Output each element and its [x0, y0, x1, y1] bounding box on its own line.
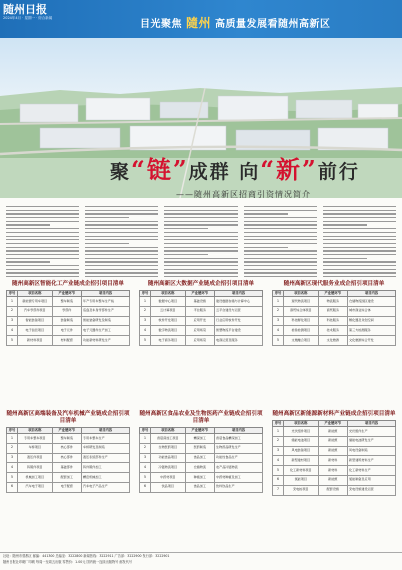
table-row: [140, 306, 263, 316]
column-header: 项目内容: [348, 421, 396, 427]
table-cell: 铸锻件项目: [18, 463, 52, 473]
column-header: 产业链环节: [318, 291, 348, 297]
table-row: [273, 297, 396, 307]
column-header: 序号: [140, 291, 151, 297]
table-cell: 香菇深加工项目: [151, 434, 185, 444]
headline-part-1: 聚: [110, 161, 132, 183]
table-cell: 农产品冷链物流: [215, 463, 263, 473]
list-title: 随州高新区新能源新材料产业链成企招引项目清单: [272, 411, 396, 417]
table-cell: 功能新材料研发生产: [82, 336, 130, 346]
column-header: 序号: [7, 428, 18, 434]
table-cell: 智慧物流平台建设: [215, 326, 263, 336]
column-header: 项目名称: [18, 291, 52, 297]
table-cell: 零部件: [52, 306, 82, 316]
table-cell: 新型建筑材料生产: [348, 456, 396, 466]
table-cell: 物流服务: [318, 297, 348, 307]
table-row: [140, 482, 263, 492]
table-row: [7, 482, 130, 492]
table-cell: 孵化器及众创空间: [348, 316, 396, 326]
table-cell: 数据中心项目: [151, 297, 185, 307]
project-list: [6, 281, 130, 346]
project-table: [272, 290, 396, 346]
table-row: [140, 443, 263, 453]
table-cell: 中药材种植及加工: [215, 473, 263, 483]
masthead-header: [0, 0, 402, 38]
column-header: 项目内容: [82, 428, 130, 434]
column-header: 序号: [140, 428, 151, 434]
column-header: 项目内容: [215, 291, 263, 297]
table-cell: 液压系统部件生产: [82, 453, 130, 463]
table-cell: 文化旅游: [318, 336, 348, 346]
table-row: [273, 436, 396, 446]
table-cell: 核心部件: [52, 443, 82, 453]
table-row: [273, 336, 396, 346]
table-cell: 4: [140, 326, 151, 336]
table-cell: 云计算项目: [151, 306, 185, 316]
column-header: 项目内容: [348, 291, 396, 297]
column-header: 产业链环节: [52, 428, 82, 434]
table-row: [273, 316, 396, 326]
table-cell: 配套设施: [318, 485, 348, 495]
table-cell: 装备制造: [52, 316, 82, 326]
table-cell: 5: [273, 336, 284, 346]
table-cell: 光伏组件项目: [284, 427, 318, 437]
table-row: [7, 443, 130, 453]
table-cell: 第三方检测服务: [348, 326, 396, 336]
table-row: [140, 326, 263, 336]
column-header: 项目名称: [18, 428, 52, 434]
column-header: 产业链环节: [52, 291, 82, 297]
hero-aerial-photo: [0, 38, 402, 198]
table-row: [7, 463, 130, 473]
table-cell: 专用车整车生产: [82, 434, 130, 444]
column-header: 项目名称: [284, 291, 318, 297]
table-cell: 储能电池项目: [284, 436, 318, 446]
table-cell: 电子元件: [52, 326, 82, 336]
table-cell: 文化旅游综合开发: [348, 336, 396, 346]
table-cell: 智能装备研发及制造: [82, 316, 130, 326]
column-header: 产业链环节: [318, 421, 348, 427]
table-cell: 1: [7, 297, 18, 307]
table-cell: 饮料饮品生产: [215, 482, 263, 492]
table-cell: 中药材项目: [151, 473, 185, 483]
table-cell: 1: [140, 297, 151, 307]
table-cell: 科技孵化项目: [284, 316, 318, 326]
table-row: [7, 316, 130, 326]
table-row: [273, 326, 396, 336]
footer-contact-line: 社址：随州市曾都区 邮编：441300 总编室：3222800 新闻热线：3222911 广告部：3222900 发行部：3222901: [3, 554, 170, 558]
table-cell: 车桥研发及制造: [82, 443, 130, 453]
table-row: [7, 326, 130, 336]
table-cell: 年产专用车整车生产线: [82, 297, 130, 307]
table-cell: 新材料: [318, 456, 348, 466]
table-cell: 电子商务项目: [151, 336, 185, 346]
table-cell: 化工新材料项目: [284, 466, 318, 476]
table-cell: 商贸服务: [318, 306, 348, 316]
table-cell: 2: [7, 306, 18, 316]
table-cell: 1: [7, 434, 18, 444]
table-row: [140, 463, 263, 473]
table-cell: 4: [140, 463, 151, 473]
table-cell: 液压件项目: [18, 453, 52, 463]
table-cell: 新材料项目: [18, 336, 52, 346]
headline-block: [110, 150, 360, 198]
table-cell: 整车制造: [52, 297, 82, 307]
table-cell: 1: [273, 297, 284, 307]
table-cell: 汽车电子产品生产: [82, 482, 130, 492]
table-cell: 基础部件: [52, 463, 82, 473]
table-cell: 电子元器件生产加工: [82, 326, 130, 336]
table-cell: 医药制造: [185, 443, 215, 453]
table-cell: 检验检测项目: [284, 326, 318, 336]
table-row: [7, 473, 130, 483]
table-cell: 建设数据存储与计算中心: [215, 297, 263, 307]
list-title: 随州高新区智能化工产业链成企招引项目清单: [12, 281, 124, 287]
table-cell: 智能装备项目: [18, 316, 52, 326]
table-cell: 1: [273, 427, 284, 437]
table-row: [273, 475, 396, 485]
table-cell: 3: [273, 316, 284, 326]
table-cell: 3: [273, 446, 284, 456]
table-cell: 光伏组件生产: [348, 427, 396, 437]
table-cell: 应用场景: [185, 336, 215, 346]
masthead-brand: [3, 3, 61, 35]
column-header: 项目名称: [151, 291, 185, 297]
main-headline: [110, 150, 360, 185]
masthead-meta: 2024年4月 · 星期一 · 综合新闻: [3, 16, 53, 20]
table-cell: 配套加工: [52, 473, 82, 483]
table-cell: 科技服务: [318, 316, 348, 326]
table-cell: 2: [140, 443, 151, 453]
table-cell: 功能食品项目: [151, 453, 185, 463]
list-title: 随州高新区大数据产业链成企招引项目清单: [147, 281, 255, 287]
column-header: 项目内容: [82, 291, 130, 297]
project-list: [272, 281, 396, 346]
column-header: 产业链环节: [185, 291, 215, 297]
page-footer: [0, 552, 402, 570]
table-cell: 商贸综合体项目: [284, 306, 318, 316]
table-cell: 汽车电子项目: [18, 482, 52, 492]
table-row: [140, 336, 263, 346]
article-column-5: [323, 205, 396, 278]
table-cell: 5: [7, 336, 18, 346]
table-cell: 4: [7, 463, 18, 473]
table-cell: 仓储物流园区建设: [348, 297, 396, 307]
column-header: 产业链环节: [185, 428, 215, 434]
table-cell: 充电桩项目: [284, 485, 318, 495]
table-row: [140, 297, 263, 307]
table-cell: 铸件锻件加工: [82, 463, 130, 473]
table-cell: 新能源: [318, 436, 348, 446]
table-cell: 基础设施: [185, 297, 215, 307]
table-row: [140, 473, 263, 483]
project-table: [6, 427, 130, 493]
table-cell: 车桥项目: [18, 443, 52, 453]
table-cell: 4: [7, 326, 18, 336]
project-table: [6, 290, 130, 346]
list-title: 随州高新区高端装备及汽车机械产业链成企招引项目清单: [6, 411, 130, 424]
table-cell: 新能源: [318, 446, 348, 456]
table-cell: 4: [273, 326, 284, 336]
table-cell: 2: [273, 306, 284, 316]
table-cell: 应用开发: [185, 316, 215, 326]
column-header: 序号: [273, 421, 284, 427]
table-cell: 行业应用软件开发: [215, 316, 263, 326]
table-cell: 机械加工项目: [18, 473, 52, 483]
footer-print-line: 随州日报社印刷厂印刷 每周一至周五出版 零售价：1.00元 国内统一连续出版物号 邮发代号: [3, 560, 133, 564]
table-cell: 风电设备制造: [348, 446, 396, 456]
table-row: [273, 456, 396, 466]
table-cell: 5: [140, 336, 151, 346]
table-cell: 专用车整车项目: [18, 434, 52, 444]
table-cell: 香菇食品精深加工: [215, 434, 263, 444]
table-cell: 3: [7, 453, 18, 463]
table-row: [273, 427, 396, 437]
table-cell: 整车制造: [52, 434, 82, 444]
table-cell: 食品加工: [185, 482, 215, 492]
table-cell: 2: [140, 306, 151, 316]
banner-city: 隨州: [185, 16, 211, 30]
table-cell: 仓储物流: [185, 463, 215, 473]
banner-title: [140, 14, 390, 31]
table-row: [7, 306, 130, 316]
table-cell: 应用场景: [185, 326, 215, 336]
table-cell: 化工新材料生产: [348, 466, 396, 476]
table-cell: 氢能项目: [284, 475, 318, 485]
headline-part-2: 成群 向: [188, 161, 261, 183]
table-row: [140, 316, 263, 326]
table-cell: 4: [273, 456, 284, 466]
table-row: [7, 336, 130, 346]
table-cell: 平台服务: [185, 306, 215, 316]
table-cell: 电商运营及服务: [215, 336, 263, 346]
table-cell: 新能源: [318, 427, 348, 437]
table-row: [140, 453, 263, 463]
table-cell: 种植加工: [185, 473, 215, 483]
table-cell: 材料配套: [52, 336, 82, 346]
banner-slogan: 高质量发展看随州高新区: [214, 19, 331, 30]
project-list: [272, 411, 396, 496]
table-cell: 生物药品研发生产: [215, 443, 263, 453]
article-column-3: [164, 205, 237, 278]
column-header: 序号: [7, 291, 18, 297]
table-row: [7, 434, 130, 444]
table-cell: 新材料: [318, 466, 348, 476]
table-cell: 底盘及车身零部件生产: [82, 306, 130, 316]
table-row: [7, 453, 130, 463]
table-cell: 冷链物流项目: [151, 463, 185, 473]
table-row: [273, 306, 396, 316]
table-cell: 5: [7, 473, 18, 483]
table-cell: 3: [140, 453, 151, 463]
headline-part-3: 前行: [317, 161, 360, 183]
table-cell: 风电装备项目: [284, 446, 318, 456]
column-header: 序号: [273, 291, 284, 297]
table-row: [7, 297, 130, 307]
project-list: [139, 281, 263, 346]
table-cell: 电子信息项目: [18, 326, 52, 336]
article-column-4: [244, 205, 317, 278]
table-cell: 6: [140, 482, 151, 492]
banner-prefix: 目光聚焦: [140, 19, 182, 30]
table-cell: 充电设施建设运营: [348, 485, 396, 495]
article-column-1: [6, 205, 79, 278]
table-cell: 核心部件: [52, 453, 82, 463]
table-cell: 6: [273, 475, 284, 485]
table-cell: 新能源: [318, 475, 348, 485]
sub-headline: ——随州高新区招商引资情况简介: [176, 190, 311, 198]
table-row: [273, 446, 396, 456]
table-cell: 氢能制备及应用: [348, 475, 396, 485]
table-cell: 新型建材项目: [284, 456, 318, 466]
table-row: [273, 485, 396, 495]
table-cell: 5: [273, 466, 284, 476]
table-cell: 3: [7, 316, 18, 326]
column-header: 项目内容: [215, 428, 263, 434]
article-column-2: [85, 205, 158, 278]
table-cell: 生物医药项目: [151, 443, 185, 453]
table-cell: 汽车零部件项目: [18, 306, 52, 316]
table-cell: 饮品项目: [151, 482, 185, 492]
table-cell: 2: [7, 443, 18, 453]
table-cell: 储能电池研发生产: [348, 436, 396, 446]
table-row: [140, 434, 263, 444]
table-cell: 7: [273, 485, 284, 495]
table-cell: 精深加工: [185, 434, 215, 444]
table-cell: 5: [140, 473, 151, 483]
masthead-name: 随州日报: [3, 3, 47, 16]
column-header: 项目名称: [151, 428, 185, 434]
table-cell: 1: [140, 434, 151, 444]
table-cell: 技术服务: [318, 326, 348, 336]
table-cell: 新能源专用车项目: [18, 297, 52, 307]
project-table: [139, 427, 263, 493]
headline-accent-1: “链”: [131, 155, 189, 184]
headline-accent-2: “新”: [260, 155, 318, 184]
table-cell: 3: [140, 316, 151, 326]
column-header: 项目名称: [284, 421, 318, 427]
project-list: [6, 411, 130, 493]
table-cell: 数字物流项目: [151, 326, 185, 336]
table-cell: 电子配套: [52, 482, 82, 492]
table-cell: 文旅融合项目: [284, 336, 318, 346]
list-title: 随州高新区食品农业及生物医药产业链成企招引项目清单: [139, 411, 263, 424]
project-table: [272, 420, 396, 496]
table-cell: 城市商业综合体: [348, 306, 396, 316]
table-cell: 6: [7, 482, 18, 492]
table-cell: 精密机械加工: [82, 473, 130, 483]
article-body: [6, 205, 396, 278]
table-cell: 云平台建设与运营: [215, 306, 263, 316]
list-title: 随州高新区现代服务业成企招引项目清单: [283, 281, 385, 287]
table-row: [273, 466, 396, 476]
table-cell: 软件开发项目: [151, 316, 185, 326]
project-table: [139, 290, 263, 346]
table-cell: 2: [273, 436, 284, 446]
table-cell: 功能性食品生产: [215, 453, 263, 463]
table-cell: 现代物流项目: [284, 297, 318, 307]
table-cell: 食品加工: [185, 453, 215, 463]
project-list: [139, 411, 263, 493]
